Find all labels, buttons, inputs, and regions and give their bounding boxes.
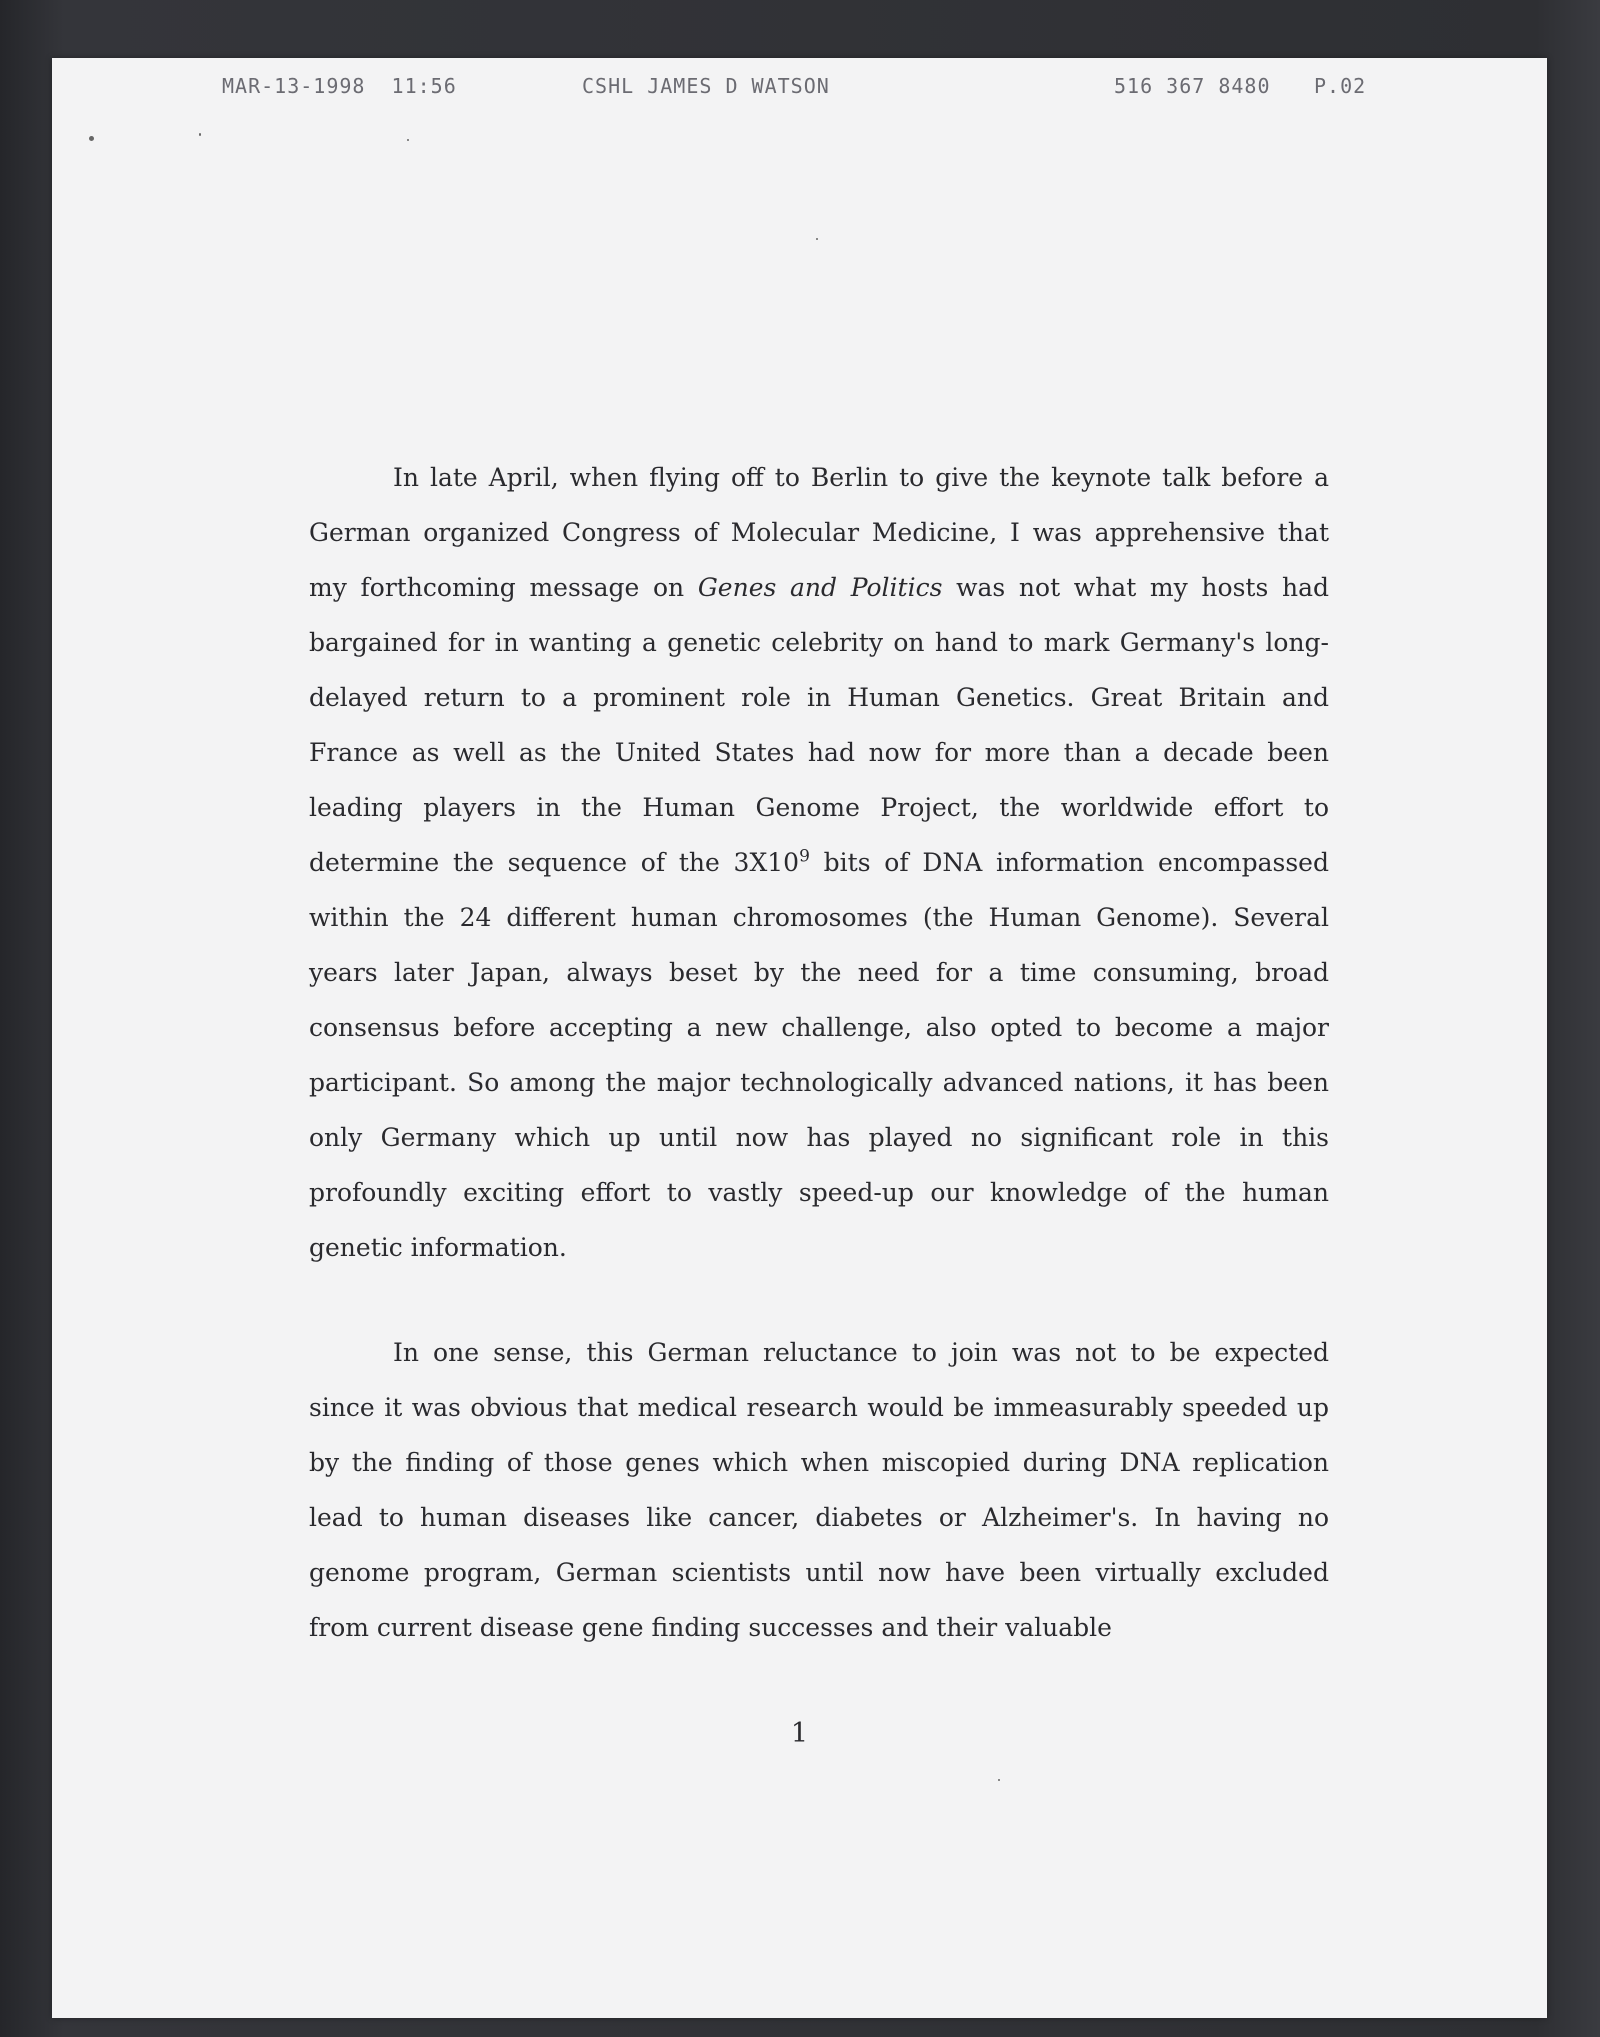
scan-speck [998, 1779, 1000, 1781]
page-number: 1 [790, 1718, 809, 1749]
document-page [52, 58, 1547, 2018]
fax-header [52, 66, 1547, 106]
scan-speck [199, 133, 201, 136]
paragraph-1-text-a: In late April, when flying off to Berlin to give the keynote talk before a German organized Congress of Molecular Medicine, I was apprehensive that my forthcoming message on [309, 463, 1329, 602]
fax-phone: 516 367 8480 [1114, 74, 1271, 98]
fax-date [222, 74, 457, 98]
paragraph-1-text-c: bits of DNA information encompassed within the 24 different human chromosomes (the Human Genome). Several years later Japan, always beset by the need for a time consuming, broad consensus before accepting a new challenge, also opted to become a major participant. So among the major technologically advanced nations, it has been only Germany which up until now has played no significant role in this profoundly exciting effort to vastly speed-up our knowledge of the human genetic information. [309, 848, 1329, 1262]
scan-speck [816, 238, 818, 240]
scan-speck [407, 139, 409, 141]
fax-page-number: P.02 [1314, 74, 1367, 98]
paragraph-1-text-b: was not what my hosts had bargained for in wanting a genetic celebrity on hand to mark Germany's long-delayed return to a prominent role in Human Genetics. Great Britain and France as well as the United States had now for more than a decade been leading players in the Human Genome Project, the worldwide effort to determine the sequence of the 3X10 [309, 573, 1329, 877]
fax-date-value: MAR-13-1998 [222, 74, 366, 98]
paragraph-1 [309, 450, 1329, 1275]
letter-body [309, 450, 1329, 1655]
scan-speck [89, 136, 94, 141]
fax-sender: CSHL JAMES D WATSON [582, 74, 830, 98]
paragraph-2: In one sense, this German reluctance to join was not to be expected since it was obvious that medical research would be immeasurably speeded up by the finding of those genes which when miscopied during DNA replication lead to human diseases like cancer, diabetes or Alzheimer's. In having no genome program, German scientists until now have been virtually excluded from current disease gene finding successes and their valuable [309, 1338, 1329, 1642]
paragraph-1-italic-title: Genes and Politics [697, 573, 943, 602]
paragraph-1-superscript: 9 [799, 846, 810, 867]
fax-time-value: 11:56 [391, 74, 457, 98]
